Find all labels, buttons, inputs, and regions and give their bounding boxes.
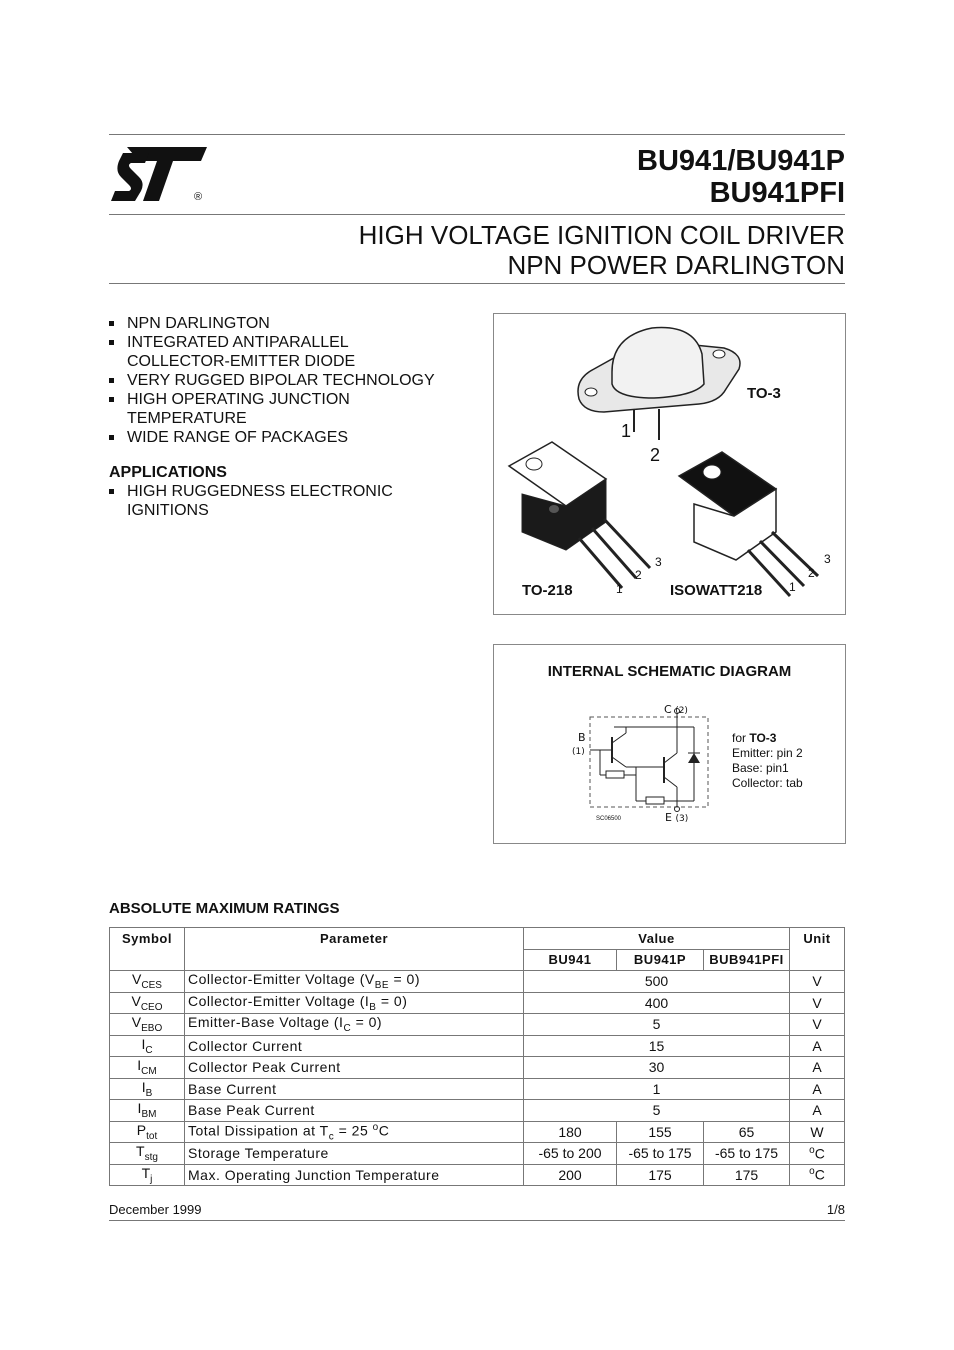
subtitle-line-2: NPN POWER DARLINGTON: [507, 250, 845, 280]
title-line-2: BU941PFI: [709, 177, 845, 209]
base-pin: (1): [572, 747, 585, 757]
feature-item-cont: COLLECTOR-EMITTER DIODE: [127, 353, 356, 370]
registered-mark: ®: [194, 191, 203, 203]
feature-item: HIGH OPERATING JUNCTION: [109, 390, 469, 409]
to3-package-icon: [578, 328, 740, 440]
base-label: B: [578, 731, 586, 744]
page-subtitle: [225, 220, 845, 280]
to3-label: TO-3: [747, 385, 781, 402]
emitter-label: E (3): [665, 811, 689, 824]
subtitle-rule: [109, 283, 845, 284]
feature-item-cont: TEMPERATURE: [127, 410, 247, 427]
footer-rule: [109, 1220, 845, 1221]
to218-pin-1: 1: [616, 582, 623, 596]
collector-label: C (2): [664, 703, 688, 716]
table-row: $V_{CEO}$ Collector-Emitter Voltage $(I_B = 0)$ 400 V: [110, 992, 845, 1014]
isowatt218-label: ISOWATT218: [670, 582, 763, 599]
table-row: $I_{CM}$ Collector Peak Current 30 A: [110, 1057, 845, 1079]
ratings-heading: ABSOLUTE MAXIMUM RATINGS: [109, 900, 340, 917]
col-bub941pfi: BUB941PFI: [704, 949, 790, 971]
to218-pin-3: 3: [655, 555, 662, 569]
application-item: HIGH RUGGEDNESS ELECTRONIC: [109, 482, 469, 501]
feature-item: NPN DARLINGTON: [109, 314, 469, 333]
schematic-code: SC06500: [596, 816, 622, 822]
footer-page-number: 1/8: [826, 1202, 845, 1217]
table-row: $V_{CES}$ Collector-Emitter Voltage $(V_{BE} = 0)$ 500 V: [110, 971, 845, 993]
features-list: [109, 314, 469, 520]
application-item-cont: IGNITIONS: [127, 502, 209, 519]
table-row: $T_j$ Max. Operating Junction Temperature 200 175 175 $^o$C: [110, 1164, 845, 1186]
col-parameter: Parameter: [185, 928, 524, 971]
footer-date: December 1999: [109, 1202, 202, 1217]
to218-package-icon: [509, 442, 650, 588]
to3-pin-1: 1: [621, 421, 632, 441]
table-row: $P_{tot}$ Total Dissipation at $T_c = 25$ $^o$C 180 155 65 W: [110, 1121, 845, 1143]
table-row: $T_{stg}$ Storage Temperature -65 to 200 -65 to 175 -65 to 175 $^o$C: [110, 1143, 845, 1165]
title-rule: [109, 214, 845, 215]
page-title: [345, 145, 845, 209]
subtitle-line-1: HIGH VOLTAGE IGNITION COIL DRIVER: [358, 220, 845, 250]
table-row: $I_C$ Collector Current 15 A: [110, 1035, 845, 1057]
ratings-table: [109, 927, 845, 1186]
isowatt218-package-icon: [679, 452, 818, 596]
packages-figure: [493, 313, 846, 615]
isowatt-pin-1: 1: [789, 580, 796, 594]
col-unit: Unit: [790, 928, 845, 971]
schematic-figure: [493, 644, 846, 844]
to3-pin-2: 2: [650, 445, 661, 465]
schematic-title: INTERNAL SCHEMATIC DIAGRAM: [547, 663, 792, 680]
st-logo: [109, 143, 209, 207]
to218-label: TO-218: [522, 582, 573, 599]
to218-pin-2: 2: [635, 568, 642, 582]
col-bu941: BU941: [524, 949, 617, 971]
col-value: Value: [524, 928, 790, 950]
feature-item: INTEGRATED ANTIPARALLEL: [109, 333, 469, 352]
isowatt-pin-2: 2: [808, 566, 815, 580]
table-row: $V_{EBO}$ Emitter-Base Voltage $(I_C = 0)$ 5 V: [110, 1014, 845, 1036]
schematic-note: for TO-3 Emitter: pin 2 Base: pin1 Collector: tab: [732, 731, 803, 790]
packages-illustration: [494, 314, 845, 614]
feature-item: VERY RUGGED BIPOLAR TECHNOLOGY: [109, 371, 469, 390]
top-rule: [109, 134, 845, 135]
col-symbol: Symbol: [110, 928, 185, 971]
isowatt-pin-3: 3: [824, 552, 831, 566]
table-row: $I_B$ Base Current 1 A: [110, 1078, 845, 1100]
title-line-1: BU941/BU941P: [637, 145, 845, 177]
col-bu941p: BU941P: [617, 949, 704, 971]
applications-heading: APPLICATIONS: [109, 464, 227, 481]
table-row: $I_{BM}$ Base Peak Current 5 A: [110, 1100, 845, 1122]
feature-item: WIDE RANGE OF PACKAGES: [109, 428, 469, 447]
